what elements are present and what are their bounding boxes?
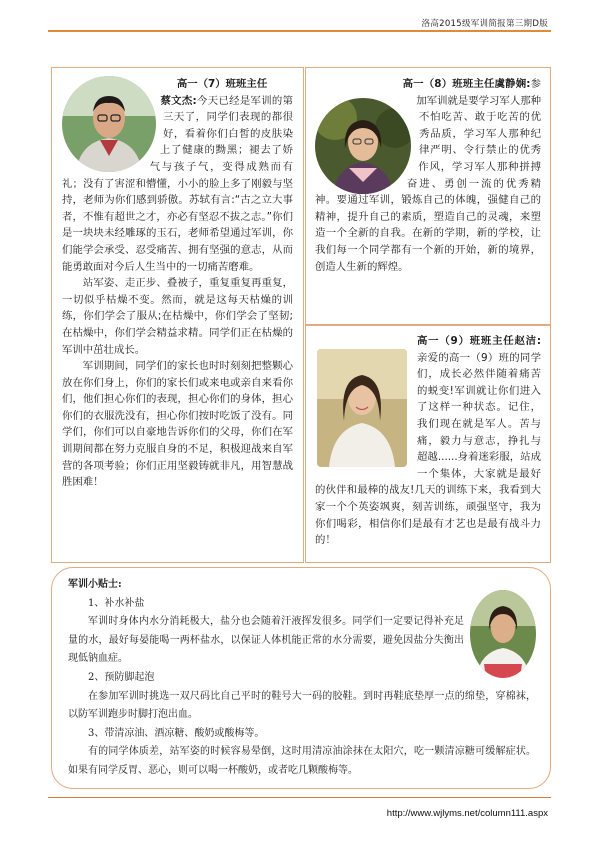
tip-body: 在参加军训时挑选一双尺码比自己平时的鞋号大一码的胶鞋。到时再鞋底垫厚一点的绵垫，穿棉袜，以防军训跑步时脚打泡出血。	[68, 690, 536, 721]
panel-7-heading: 高一（7）班班主任	[176, 78, 268, 90]
teacher-photo-class-8	[315, 98, 411, 194]
panel-9-heading: 高一（9）班班主任赵洁:	[417, 335, 541, 347]
teacher-photo-class-7	[62, 76, 156, 172]
panel-8-heading: 高一（8）班班主任虞静娴:	[402, 78, 531, 90]
teacher-name-class-7: 蔡文杰:	[160, 94, 197, 107]
panel-class-8	[305, 67, 551, 325]
tip-heading: 3、带清凉油、酒凉糖、酸奶或酸梅等。	[88, 727, 265, 739]
header-divider	[48, 30, 551, 32]
tip-body: 军训时身体内水分消耗极大，盐分也会随着汗液挥发很多。同学们一定要记得补充足量的水，最好每晏能喝一两杯盐水，以保证人体机能正常的水分需要，避免因盐分失衡出现低钠血症。	[68, 616, 465, 665]
tip-body: 有的同学体质差，站军姿的时候容易晕倒，这时用清凉油涂抹在太阳穴，吃一颗清凉糖可缓解症状。如果有同学反胃、恶心，则可以喝一杯酸奶，或者吃几颗酸梅等。	[68, 746, 536, 776]
panel-7-paragraph: 今天已经是军训的第三天了，同学们表现的都很好，看着你们白皙的皮肤染上了健康的黝黑；褪去了娇气与孩子气，变得成熟而有礼；没有了害涩和懵懂，小小的脸上多了刚毅与坚持，老师为你们感到骄傲。苏轼有言:“古之立大事者，不惟有超世之才，亦必有坚忍不拔之志。”你们是一块块未经雕琢的玉石，老师希望通过军训，你们能学会承受、忍受痛苦、拥有坚强的意志，从而能勇敢面对今后人生当中的一切痛苦磨难。	[62, 94, 294, 273]
panel-class-9	[305, 325, 551, 563]
panel-9-paragraph: 亲爱的高一（9）班的同学们，成长必然伴随着痛苦的蜕变!军训就让你们进入了这样一种状态。记住，我们现在就是军人。苦与痛，毅力与意志，挣扎与超越......身着迷彩服，站成一个集体，大家就是最好的伙伴和最棒的战友!几天的训练下来，我看到大家一个个英姿飒爽，刻苦训练，顽强坚守，我为你们喝彩，相信你们是最有才艺也是最有战斗力的！	[315, 351, 541, 547]
tip-heading: 1、补水补盐	[88, 597, 145, 609]
footer-url: http://www.wjlyms.net/column111.aspx	[386, 808, 548, 819]
tips-title: 军训小贴士:	[68, 579, 122, 590]
tip-heading: 2、预防脚起泡	[88, 671, 155, 683]
panel-7-paragraph: 站军姿、走正步、叠被子，重复重复再重复，一切似乎枯燥不变。然而，就是这每天枯燥的训练，你们学会了服从;在枯燥中，你们学会了坚韧;在枯燥中，你们学会精益求精。同学们正在枯燥的军训中茁壮成长。	[62, 277, 293, 356]
military-training-tips	[51, 567, 551, 789]
panel-8-paragraph: 参加军训就是要学习军人那种不怕吃苦、敢于吃苦的优秀品质，学习军人那种纪律严明、令行禁止的优秀作风，学习军人那种拼搏奋进、勇创一流的优秀精神。要通过军训，锻炼自己的体魄，强健自己的精神，提升自己的素质，塑造自己的灵魂，来塑造一个全新的自我。在新的学期，新的学校，让我们每一个同学都有一个新的开始，新的境界，创造人生新的辉煌。	[315, 78, 542, 273]
teacher-photo-class-9	[317, 349, 407, 467]
newsletter-title: 洛高2015级军训简报第三期D版	[421, 19, 548, 29]
footer-divider	[48, 797, 551, 798]
panel-class-7	[51, 67, 304, 563]
tips-author-photo	[470, 590, 536, 678]
panel-7-paragraph: 军训期间，同学们的家长也时时刻刻把整颗心放在你们身上，你们的家长们或来电或亲自来看你们，他们担心你们的表现，担心你们的身体，担心你们的衣服洗没有，担心你们按时吃饭了没有。同学们，你们可以自豪地告诉你们的父母，你们在军训期间都在努力克服自身的不足，积极迎战来自军营的各项考验；你们正用坚毅铸就非凡，用智慧战胜困难！	[62, 360, 293, 489]
